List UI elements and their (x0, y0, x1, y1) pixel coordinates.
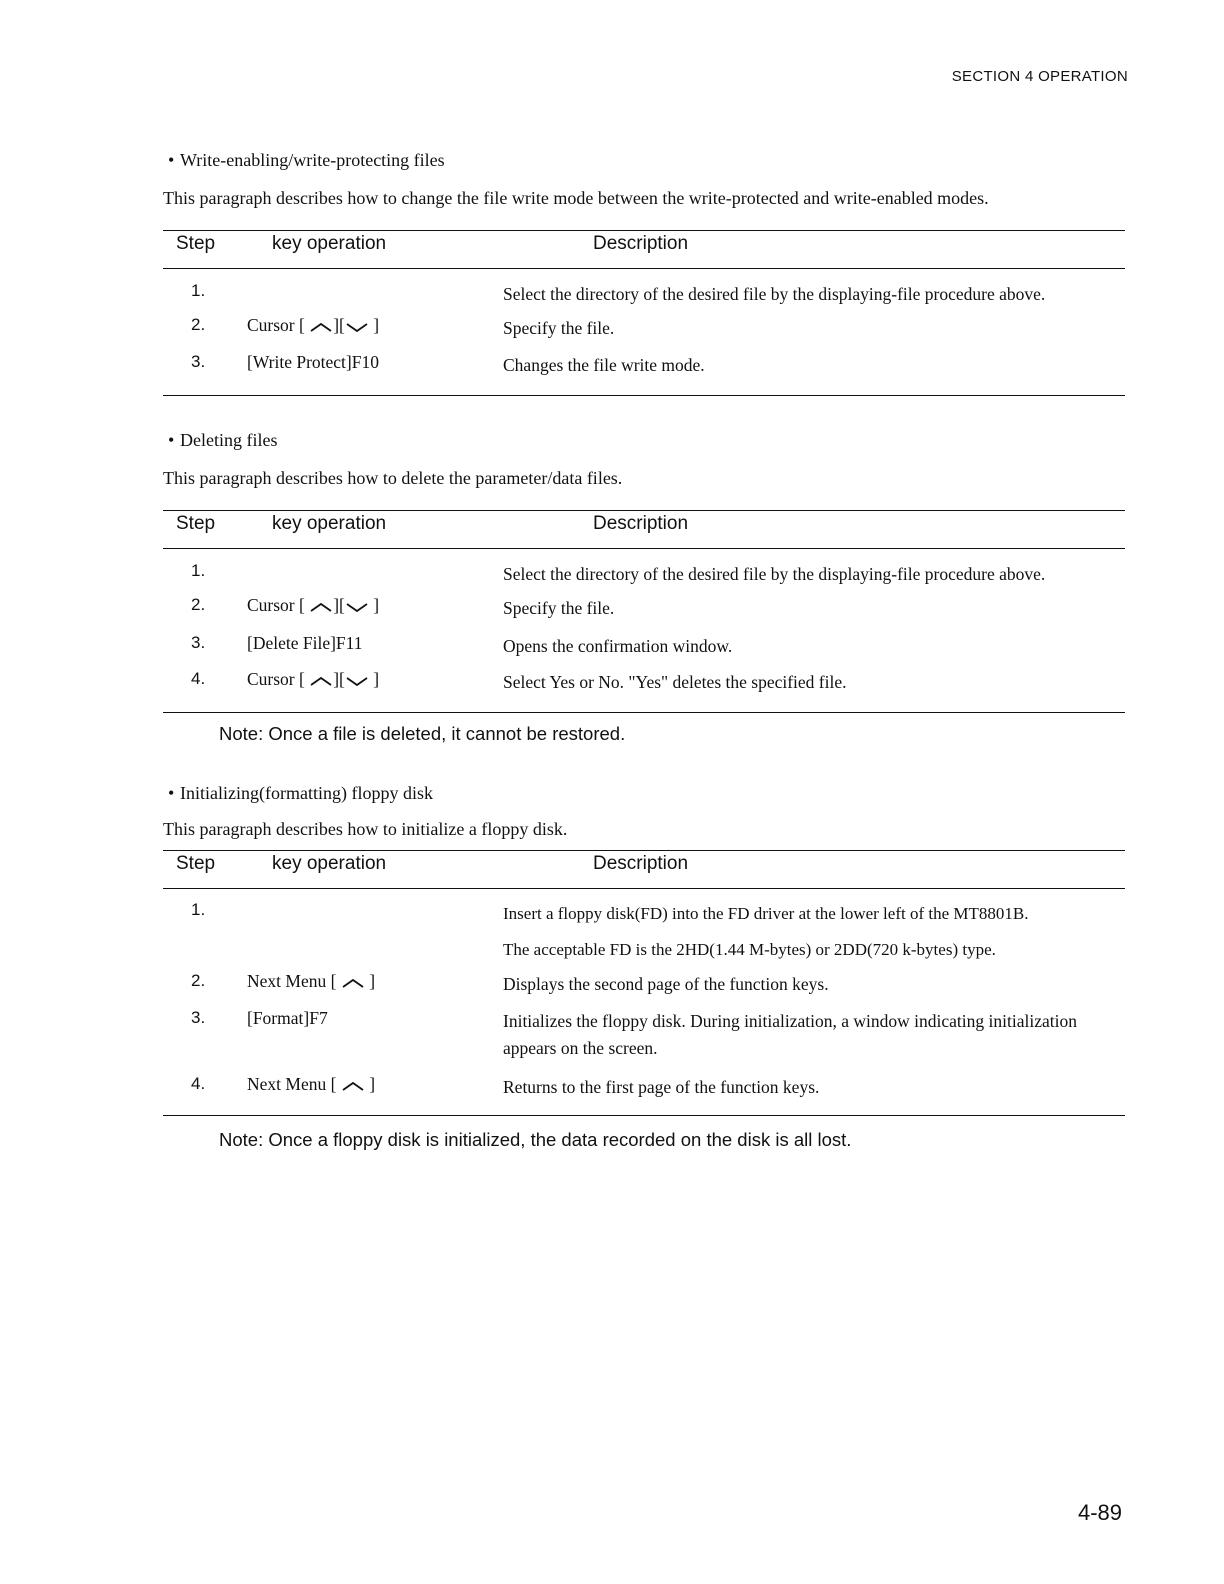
key-operation: [Write Protect]F10 (247, 352, 379, 372)
col-description: Description (593, 853, 689, 874)
table-rule (163, 395, 1125, 396)
intro-write-protect: This paragraph describes how to change the file write mode between the write-protected and write-enabled modes. (163, 188, 989, 208)
step-description: Specify the file. (503, 598, 615, 618)
step-description: Returns to the first page of the function keys. (503, 1077, 820, 1097)
col-step: Step (176, 233, 216, 254)
section-header: SECTION 4 OPERATION (951, 68, 1128, 85)
step-number: 3. (191, 633, 206, 652)
step-number: 3. (191, 352, 206, 371)
cursor-up-icon (309, 601, 333, 613)
heading-write-protect (168, 150, 445, 171)
col-step: Step (176, 853, 216, 874)
step-number: 2. (191, 315, 206, 334)
heading-format (168, 783, 433, 804)
page-number: 4-89 (1077, 1500, 1122, 1525)
table-rule (163, 230, 1125, 231)
table-header (163, 513, 1125, 543)
key-operation: Cursor [ ][ ] (247, 315, 380, 335)
step-number: 2. (191, 595, 206, 614)
col-description: Description (593, 233, 689, 254)
cursor-up-icon (309, 321, 333, 333)
step-number: 4. (191, 669, 206, 688)
heading-text: Deleting files (180, 430, 278, 450)
intro-delete: This paragraph describes how to delete the parameter/data files. (163, 468, 623, 488)
col-description: Description (593, 513, 689, 534)
key-operation: Cursor [ ][ ] (247, 595, 380, 615)
key-operation: Cursor [ ][ ] (247, 669, 380, 689)
step-description: Insert a floppy disk(FD) into the FD driver at the lower left of the MT8801B. (503, 904, 1029, 923)
note-format: Note: Once a floppy disk is initialized, the data recorded on the disk is all lost. (219, 1129, 852, 1150)
cursor-down-icon (345, 675, 369, 687)
table-rule (163, 712, 1125, 713)
intro-format: This paragraph describes how to initialize a floppy disk. (163, 819, 568, 839)
key-operation: [Format]F7 (247, 1008, 328, 1028)
step-description: Opens the confirmation window. (503, 636, 733, 656)
heading-delete (168, 430, 277, 451)
table-rule (163, 850, 1125, 851)
table-rule (163, 888, 1125, 889)
bullet-icon: • (168, 150, 175, 170)
cursor-up-icon (341, 977, 365, 989)
table-header (163, 853, 1125, 883)
cursor-up-icon (309, 675, 333, 687)
col-key: key operation (272, 233, 387, 254)
step-number: 4. (191, 1074, 206, 1093)
heading-text: Write-enabling/write-protecting files (180, 150, 445, 170)
step-description: Select the directory of the desired file by the displaying-file procedure above. (503, 564, 1046, 584)
key-operation: Next Menu [ ] (247, 971, 376, 991)
table-rule (163, 268, 1125, 269)
step-description: Changes the file write mode. (503, 355, 705, 375)
table-rule (163, 510, 1125, 511)
table-rule (163, 548, 1125, 549)
step-description: Displays the second page of the function keys. (503, 974, 829, 994)
cursor-up-icon (341, 1080, 365, 1092)
step-number: 2. (191, 971, 206, 990)
step-description: Specify the file. (503, 318, 615, 338)
step-number: 3. (191, 1008, 206, 1027)
heading-text: Initializing(formatting) floppy disk (180, 783, 433, 803)
bullet-icon: • (168, 430, 175, 450)
step-number: 1. (191, 561, 206, 580)
step-description: Initializes the floppy disk. During initialization, a window indicating initialization appears on the screen. (503, 1011, 1077, 1058)
step-number: 1. (191, 900, 206, 919)
col-key: key operation (272, 513, 387, 534)
cursor-down-icon (345, 601, 369, 613)
table-header (163, 233, 1125, 263)
step-description: Select the directory of the desired file by the displaying-file procedure above. (503, 284, 1046, 304)
step-description: The acceptable FD is the 2HD(1.44 M-bytes) or 2DD(720 k-bytes) type. (503, 940, 996, 959)
note-delete: Note: Once a file is deleted, it cannot be restored. (219, 723, 626, 744)
table-rule (163, 1115, 1125, 1116)
cursor-down-icon (345, 321, 369, 333)
step-number: 1. (191, 281, 206, 300)
bullet-icon: • (168, 783, 175, 803)
col-key: key operation (272, 853, 387, 874)
col-step: Step (176, 513, 216, 534)
key-operation: [Delete File]F11 (247, 633, 363, 653)
key-operation: Next Menu [ ] (247, 1074, 376, 1094)
step-description: Select Yes or No. "Yes" deletes the specified file. (503, 672, 847, 692)
